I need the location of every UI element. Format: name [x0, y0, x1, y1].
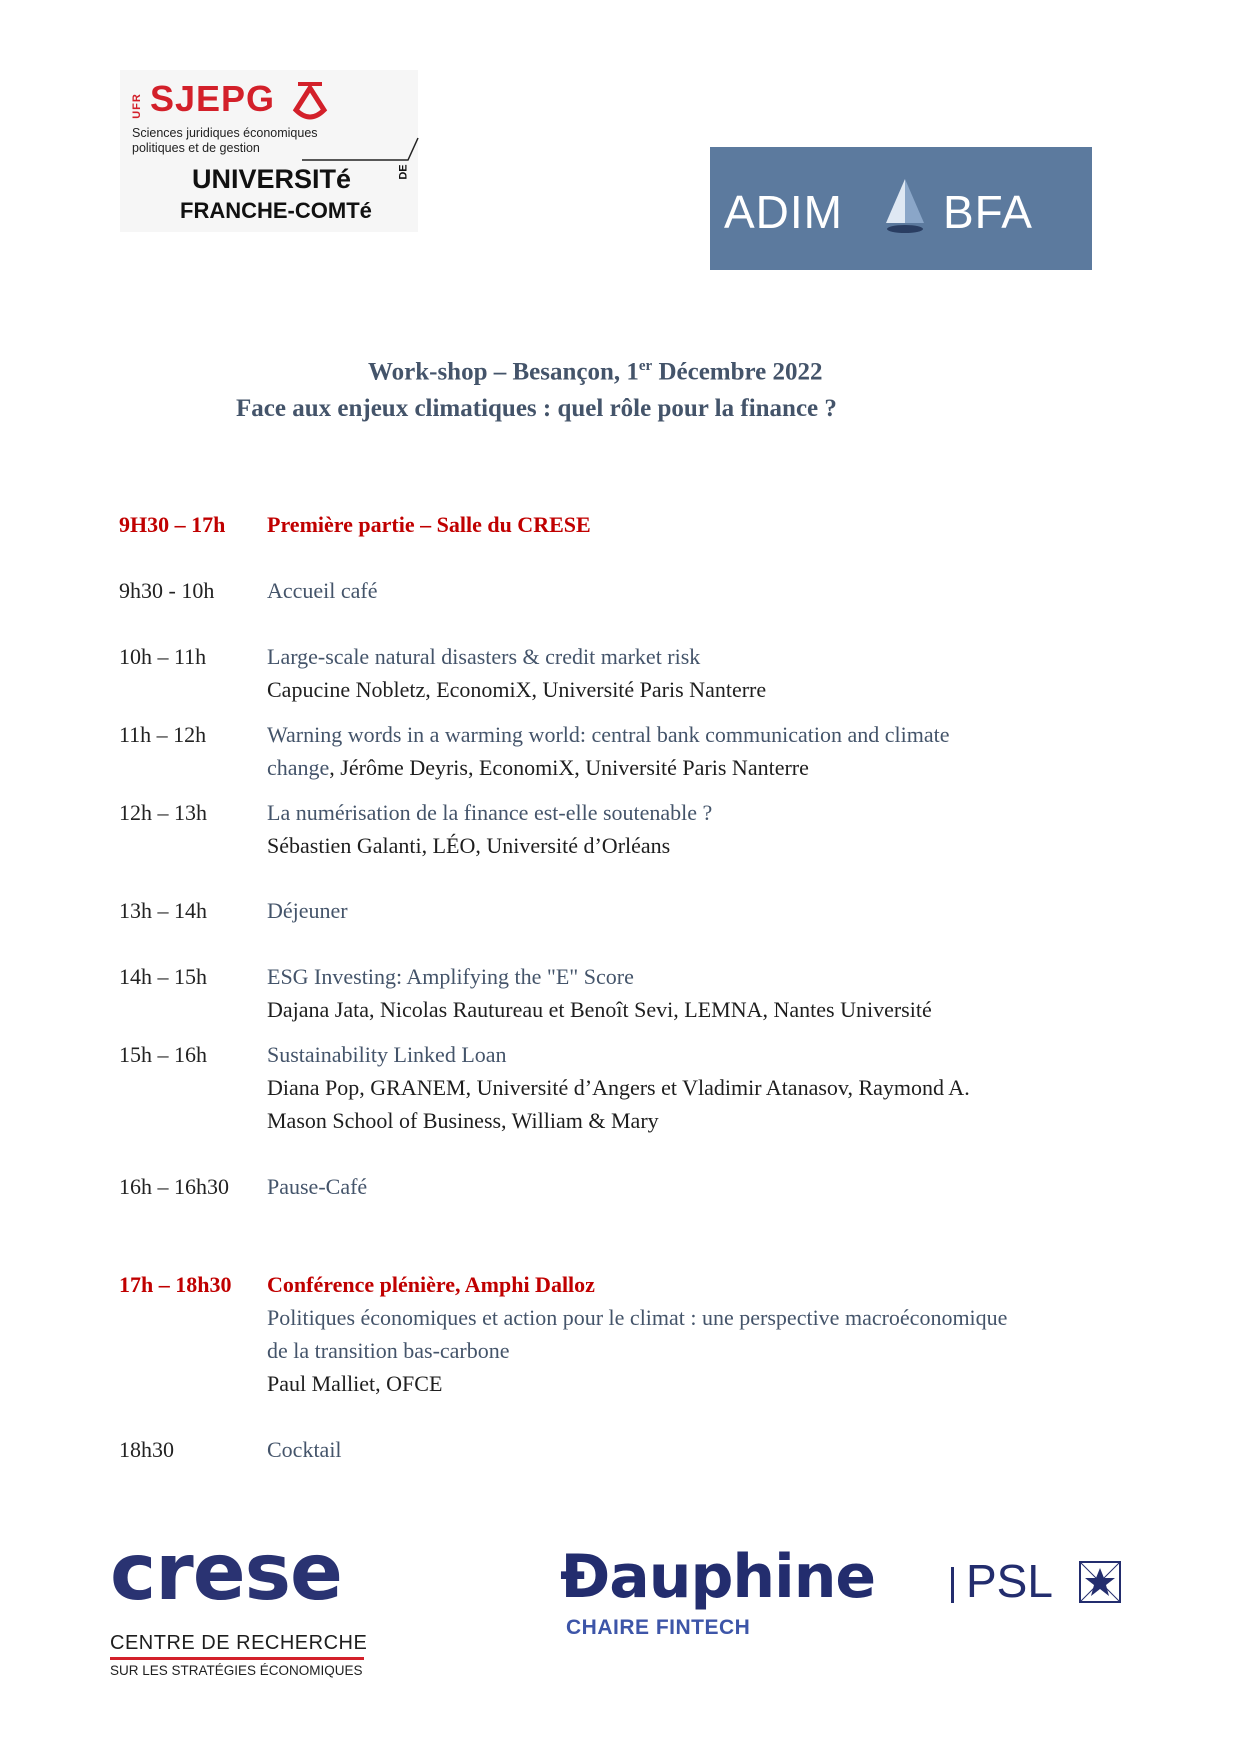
session-label: Déjeuner — [267, 898, 348, 923]
talk-speakers-continued: Mason School of Business, William & Mary — [267, 1108, 659, 1133]
session-time: 14h – 15h — [119, 964, 207, 989]
crese-logo — [110, 1528, 370, 1690]
talk-title-continued: change, Jérôme Deyris, EconomiX, Université Paris Nanterre — [267, 755, 809, 780]
session-time: 18h30 — [119, 1437, 174, 1462]
crese-wordmark: crese — [110, 1528, 342, 1618]
sail-icon — [882, 177, 928, 237]
logo-de: DE — [397, 164, 410, 180]
workshop-subtitle: Face aux enjeux climatiques : quel rôle pour la finance ? — [236, 395, 837, 422]
swoosh-icon — [300, 130, 420, 164]
crese-line2: SUR LES STRATÉGIES ÉCONOMIQUES — [110, 1663, 363, 1678]
session-time: 16h – 16h30 — [119, 1174, 229, 1199]
adim-bfa-logo — [710, 147, 1092, 270]
talk-title: Warning words in a warming world: central bank communication and climate — [267, 722, 950, 747]
logo-franche-comte: FRANCHE-COMTé — [180, 198, 372, 223]
dauphine-psl-logo — [560, 1542, 1160, 1662]
logo-separator — [951, 1567, 954, 1603]
talk-speakers: Capucine Nobletz, EconomiX, Université Paris Nanterre — [267, 677, 767, 702]
session-time: 10h – 11h — [119, 644, 207, 669]
psl-star-icon — [1078, 1560, 1122, 1604]
talk-speakers: Dajana Jata, Nicolas Rautureau et Benoît Sevi, LEMNA, Nantes Université — [267, 997, 932, 1022]
ufc-sjepg-logo — [120, 70, 418, 232]
crese-line1: CENTRE DE RECHERCHE — [110, 1632, 368, 1654]
chaire-fintech: CHAIRE FINTECH — [566, 1616, 751, 1639]
session-time: 11h – 12h — [119, 722, 207, 747]
session-label: Accueil café — [267, 578, 378, 603]
session-time: 12h – 13h — [119, 800, 207, 825]
part2-title: Conférence plénière, Amphi Dalloz — [267, 1272, 595, 1297]
talk-title: Large-scale natural disasters & credit market risk — [267, 644, 701, 669]
session-label: Cocktail — [267, 1437, 342, 1462]
logo-sjepg-sub-1: Sciences juridiques économiques — [132, 126, 318, 140]
session-time: 15h – 16h — [119, 1042, 207, 1067]
logo-adim-text: ADIM — [724, 186, 843, 238]
crese-divider — [110, 1657, 364, 1660]
session-label: Pause-Café — [267, 1174, 368, 1199]
talk-speakers: Sébastien Galanti, LÉO, Université d’Orléans — [267, 833, 671, 858]
logo-sjepg-sub-2: politiques et de gestion — [132, 141, 260, 155]
scales-icon — [290, 80, 330, 122]
part2-time: 17h – 18h30 — [119, 1272, 232, 1297]
dauphine-wordmark: Ɖauphine — [560, 1542, 876, 1612]
psl-wordmark: PSL — [966, 1555, 1053, 1607]
part1-time: 9H30 – 17h — [119, 512, 226, 537]
logo-sjepg-text: SJEPG — [150, 78, 276, 119]
talk-title: ESG Investing: Amplifying the "E" Score — [267, 964, 634, 989]
part1-title: Première partie – Salle du CRESE — [267, 512, 591, 537]
talk-title: Sustainability Linked Loan — [267, 1042, 507, 1067]
talk-title: La numérisation de la finance est-elle soutenable ? — [267, 800, 713, 825]
workshop-title: Work-shop – Besançon, 1er Décembre 2022 — [368, 358, 823, 386]
plenary-talk-title-continued: de la transition bas-carbone — [267, 1338, 510, 1363]
logo-ufr-text: UFR — [130, 93, 143, 119]
plenary-talk-title: Politiques économiques et action pour le climat : une perspective macroéconomique — [267, 1305, 1008, 1330]
talk-speakers: Diana Pop, GRANEM, Université d’Angers et Vladimir Atanasov, Raymond A. — [267, 1075, 970, 1100]
session-time: 9h30 - 10h — [119, 578, 215, 603]
logo-bfa-text: BFA — [943, 186, 1033, 238]
session-time: 13h – 14h — [119, 898, 207, 923]
logo-universite: UNIVERSITé — [192, 164, 352, 194]
plenary-speaker: Paul Malliet, OFCE — [267, 1371, 443, 1396]
